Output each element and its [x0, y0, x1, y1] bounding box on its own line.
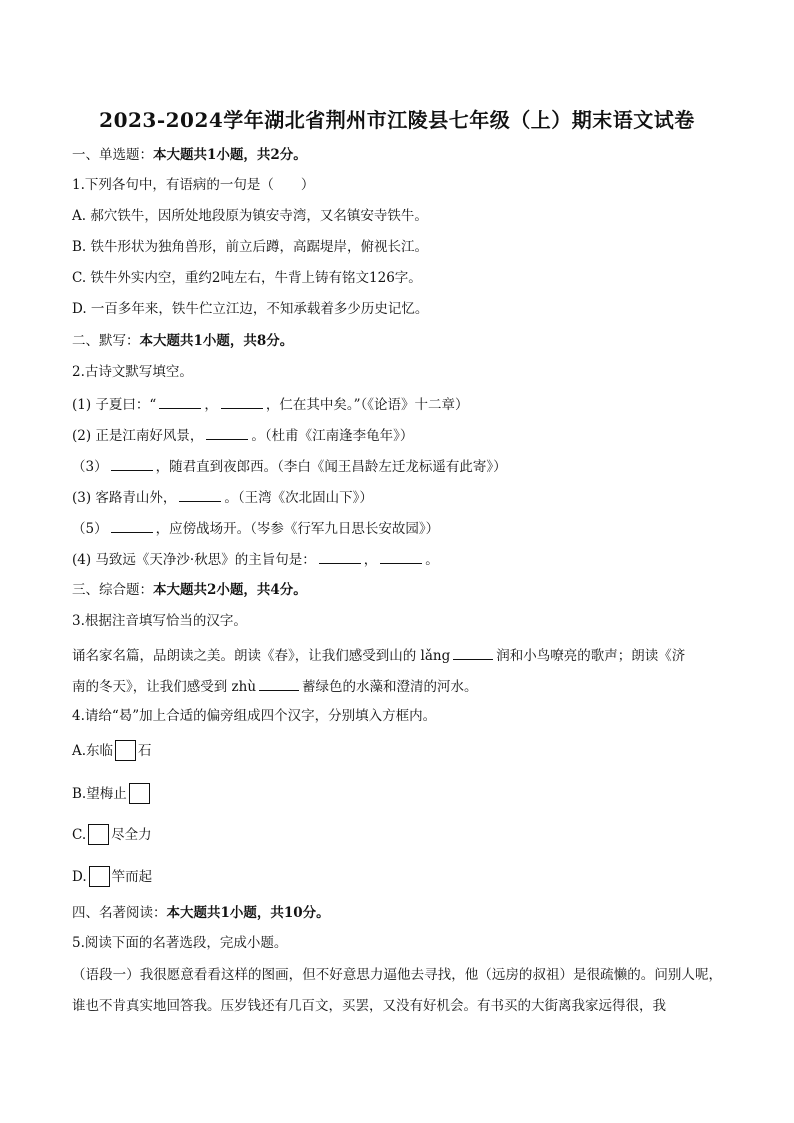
- section-4-heading: [72, 904, 330, 922]
- q4-text: B.望梅止: [72, 786, 127, 802]
- q4-option-a: [72, 741, 152, 762]
- q3-text: 蓄绿色的水藻和澄清的河水。: [302, 679, 478, 695]
- section-info: 本大题共1小题，共10分。: [166, 905, 330, 921]
- q3-para-line-2: [72, 676, 478, 696]
- q3-text: 诵名家名篇，品朗读之美。朗读《春》，让我们感受到山的 lǎng: [72, 648, 451, 664]
- q2-text: ，: [204, 397, 218, 413]
- q5-stem: 5.阅读下面的名著选段，完成小题。: [72, 935, 288, 951]
- answer-blank[interactable]: [111, 518, 153, 533]
- answer-blank[interactable]: [111, 456, 153, 471]
- q4-option-b: [72, 784, 152, 805]
- answer-blank[interactable]: [159, 394, 201, 409]
- q2-line-2: [72, 425, 413, 445]
- answer-blank[interactable]: [179, 487, 221, 502]
- answer-blank[interactable]: [221, 394, 263, 409]
- q3-text: 南的冬天》，让我们感受到 zhù: [72, 679, 257, 695]
- answer-blank[interactable]: [319, 549, 361, 564]
- q4-text: 尽全力: [111, 827, 152, 843]
- q2-text: (2) 正是江南好风景，: [72, 428, 204, 444]
- q2-text: 。（王湾《次北固山下》）: [224, 490, 373, 506]
- q2-text: ，应傍战场开。（岑参《行军九日思长安故园》）: [155, 521, 440, 537]
- q5-passage: （语段一）我很愿意看看这样的图画，但不好意思力逼他去寻找，他（远房的叔祖）是很疏懒的。问别人呢，谁也不肯真实地回答我。压岁钱还有几百文，买罢，又没有好机会。有书买的大街离我家远得很，我: [72, 967, 722, 1014]
- section-2-heading: [72, 332, 293, 350]
- q1-option-b: B. 铁牛形状为独角兽形，前立后蹲，高踞堤岸，俯视长江。: [72, 239, 429, 255]
- q4-text: D.: [72, 869, 87, 885]
- q2-text: (1) 子夏曰：“: [72, 397, 157, 413]
- q2-text: ，: [363, 552, 378, 568]
- q4-stem: 4.请给“曷”加上合适的偏旁组成四个汉字，分别填入方框内。: [72, 708, 437, 724]
- q4-option-c: [72, 825, 152, 846]
- q2-text: (3) 客路青山外，: [72, 490, 177, 506]
- q2-line-5: [72, 518, 439, 538]
- page-title: 2023-2024学年湖北省荆州市江陵县七年级（上）期末语文试卷: [99, 108, 695, 132]
- q2-line-3: [72, 456, 507, 476]
- q4-text: A.东临: [72, 743, 114, 759]
- q2-text: ，随君直到夜郎西。（李白《闻王昌龄左迁龙标遥有此寄》）: [155, 459, 507, 475]
- q4-option-d: [72, 867, 152, 888]
- answer-box[interactable]: [129, 783, 150, 804]
- q2-text: ，仁在其中矣。”（《论语》十二章）: [265, 397, 469, 413]
- section-label: 一、单选题：: [72, 147, 153, 163]
- q2-stem: 2.古诗文默写填空。: [72, 364, 193, 380]
- answer-blank[interactable]: [206, 425, 248, 440]
- section-info: 本大题共2小题，共4分。: [153, 582, 307, 598]
- q4-text: 石: [138, 743, 152, 759]
- section-info: 本大题共1小题，共8分。: [139, 333, 294, 349]
- q1-stem: 1.下列各句中，有语病的一句是（ ）: [72, 177, 315, 193]
- q2-line-6: [72, 549, 439, 569]
- answer-box[interactable]: [89, 866, 110, 887]
- section-3-heading: [72, 581, 307, 599]
- section-1-heading: [72, 146, 307, 164]
- q3-para-line-1: [72, 645, 685, 665]
- answer-blank[interactable]: [259, 676, 299, 691]
- section-label: 二、默写：: [72, 333, 140, 349]
- answer-box[interactable]: [88, 824, 109, 845]
- q1-option-c: C. 铁牛外实内空，重约2吨左右，牛背上铸有铭文126字。: [72, 270, 422, 286]
- q4-text: C.: [72, 827, 87, 843]
- section-info: 本大题共1小题，共2分。: [153, 147, 307, 163]
- q2-text: 。: [425, 552, 439, 568]
- section-label: 四、名著阅读：: [72, 905, 167, 921]
- section-label: 三、综合题：: [72, 582, 153, 598]
- q2-text: （3）: [72, 459, 108, 475]
- q4-text: 竿而起: [111, 869, 153, 885]
- q1-option-d: D. 一百多年来，铁牛伫立江边，不知承载着多少历史记忆。: [72, 301, 429, 317]
- q1-option-a: A. 郝穴铁牛，因所处地段原为镇安寺湾，又名镇安寺铁牛。: [72, 208, 428, 224]
- q2-line-1: [72, 394, 468, 414]
- q3-stem: 3.根据注音填写恰当的汉字。: [72, 613, 247, 629]
- answer-blank[interactable]: [453, 645, 493, 660]
- answer-box[interactable]: [115, 740, 136, 761]
- answer-blank[interactable]: [380, 549, 422, 564]
- q3-text: 润和小鸟嘹亮的歌声；朗读《济: [496, 648, 686, 664]
- q2-text: 。（杜甫《江南逢李龟年》）: [251, 428, 414, 444]
- q2-text: （5）: [72, 521, 108, 537]
- q2-line-4: [72, 487, 373, 507]
- q2-text: (4) 马致远《天净沙·秋思》的主旨句是：: [72, 552, 316, 568]
